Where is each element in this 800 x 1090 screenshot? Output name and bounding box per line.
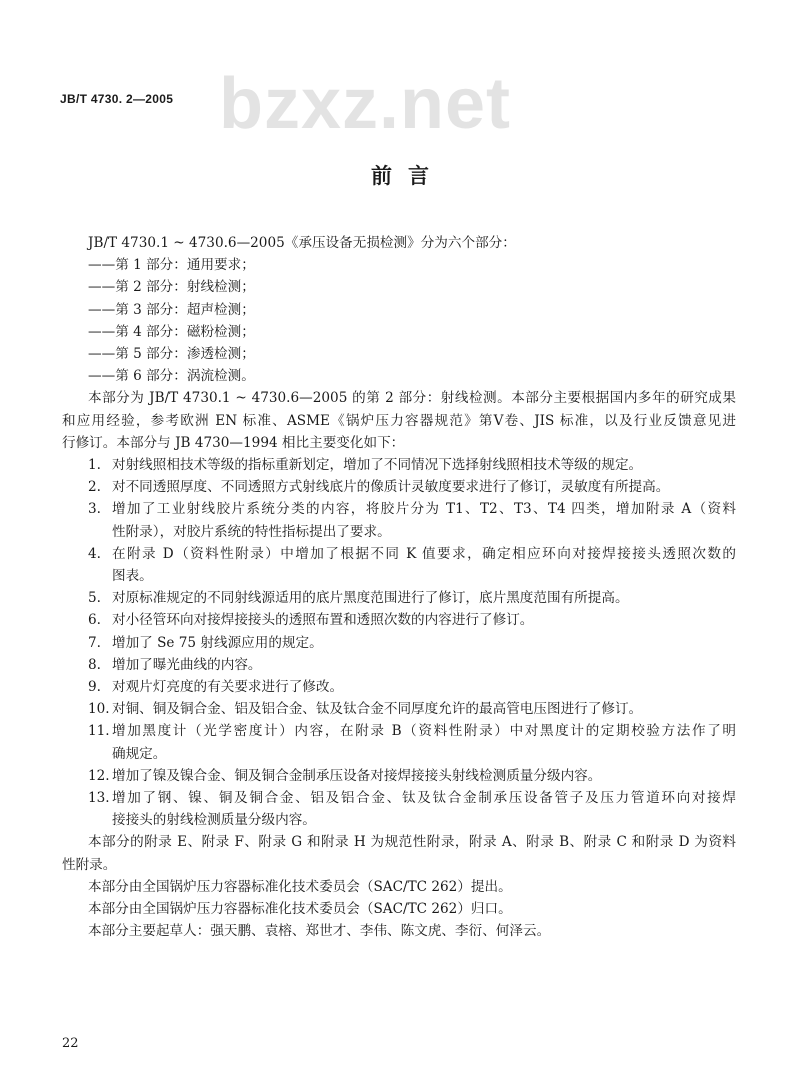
change-item-continuation — [62, 565, 736, 587]
part-item: ——第 1 部分：通用要求； — [88, 257, 255, 274]
change-item — [62, 765, 736, 787]
summary-paragraph — [62, 387, 736, 454]
change-item-number: 5. — [88, 590, 101, 607]
change-item — [62, 787, 736, 809]
page-title: 前言 — [371, 164, 445, 188]
part-item: ——第 3 部分：超声检测； — [88, 301, 255, 318]
change-item-text: 增加了钢、镍、铜及铜合金、铝及铝合金、钛及钛合金制承压设备管子及压力管道环向对接焊 — [112, 790, 736, 807]
change-item-number: 13. — [88, 790, 110, 807]
change-item-continuation — [62, 743, 736, 765]
change-item-text: 在附录 D（资料性附录）中增加了根据不同 K 值要求，确定相应环向对接焊接接头透照次数的 — [112, 545, 736, 562]
change-item-text: 确规定。 — [112, 745, 167, 762]
change-item — [62, 654, 736, 676]
parts-list — [62, 254, 736, 387]
change-item-number: 11. — [88, 723, 110, 740]
change-item — [62, 543, 736, 565]
paragraph-line: 性附录。 — [62, 856, 117, 873]
change-item-text: 对铜、铜及铜合金、铝及铝合金、钛及钛合金不同厚度允许的最高管电压图进行了修订。 — [112, 701, 643, 718]
paragraph-line: 行修订。本部分与 JB 4730—1994 相比主要变化如下： — [62, 434, 405, 451]
change-item — [62, 698, 736, 720]
change-item — [62, 632, 736, 654]
change-item — [62, 609, 736, 631]
part-item: ——第 2 部分：射线检测； — [88, 279, 255, 296]
change-item-text: 对观片灯亮度的有关要求进行了修改。 — [112, 679, 344, 696]
change-item-number: 4. — [88, 545, 101, 562]
paragraph-line: 本部分的附录 E、附录 F、附录 G 和附录 H 为规范性附录，附录 A、附录 B、附录 C 和附录 D 为资料 — [88, 834, 736, 851]
change-item-continuation — [62, 809, 736, 831]
watermark: bzxz.net — [218, 64, 512, 144]
change-item-text: 增加了曝光曲线的内容。 — [112, 656, 262, 673]
change-item — [62, 720, 736, 742]
change-item-number: 2. — [88, 479, 101, 496]
part-item: ——第 4 部分：磁粉检测； — [88, 323, 255, 340]
change-item-text: 对小径管环向对接焊接接头的透照布置和透照次数的内容进行了修订。 — [112, 612, 534, 629]
change-item — [62, 676, 736, 698]
change-item-text: 增加了 Se 75 射线源应用的规定。 — [112, 634, 323, 651]
paragraph-line: 本部分为 JB/T 4730.1 ~ 4730.6—2005 的第 2 部分：射线检测。本部分主要根据国内多年的研究成果 — [88, 390, 736, 407]
change-item-number: 1. — [88, 457, 101, 474]
change-item-number: 7. — [88, 634, 101, 651]
change-item-text: 性附录），对胶片系统的特性指标提出了要求。 — [112, 523, 391, 540]
change-item-continuation — [62, 521, 736, 543]
change-item-text: 增加了工业射线胶片系统分类的内容，将胶片分为 T1、T2、T3、T4 四类，增加附录 A（资料 — [112, 501, 736, 518]
change-item-text: 对原标准规定的不同射线源适用的底片黑度范围进行了修订，底片黑度范围有所提高。 — [112, 590, 629, 607]
document-code-header: JB/T 4730. 2—2005 — [60, 92, 174, 106]
change-item-number: 9. — [88, 679, 101, 696]
change-item-number: 10. — [88, 701, 110, 718]
change-item — [62, 498, 736, 520]
paragraph-line: 和应用经验，参考欧洲 EN 标准、ASME《锅炉压力容器规范》第Ⅴ卷、JIS 标准，以及行业反馈意见进 — [62, 412, 736, 429]
page-number: 22 — [62, 1036, 79, 1051]
change-item — [62, 476, 736, 498]
drafters-paragraph: 本部分主要起草人：强天鹏、袁榕、郑世才、李伟、陈文虎、李衍、何泽云。 — [88, 923, 551, 940]
change-item-text: 增加了镍及镍合金、铜及铜合金制承压设备对接焊接接头射线检测质量分级内容。 — [112, 767, 602, 784]
change-item-number: 3. — [88, 501, 101, 518]
centralized-by-paragraph: 本部分由全国锅炉压力容器标准化技术委员会（SAC/TC 262）归口。 — [88, 901, 512, 918]
changes-list — [62, 454, 736, 831]
change-item — [62, 587, 736, 609]
change-item-number: 6. — [88, 612, 101, 629]
change-item-number: 8. — [88, 656, 101, 673]
change-item-text: 接接头的射线检测质量分级内容。 — [112, 812, 316, 829]
change-item-text: 增加黑度计（光学密度计）内容，在附录 B（资料性附录）中对黑度计的定期校验方法作了明 — [112, 723, 736, 740]
foreword-body — [62, 232, 736, 943]
change-item-number: 12. — [88, 767, 110, 784]
change-item-text: 对射线照相技术等级的指标重新划定，增加了不同情况下选择射线照相技术等级的规定。 — [112, 457, 643, 474]
change-item-text: 图表。 — [112, 568, 153, 585]
annex-paragraph — [62, 831, 736, 875]
proposed-by-paragraph: 本部分由全国锅炉压力容器标准化技术委员会（SAC/TC 262）提出。 — [88, 878, 512, 895]
change-item-text: 对不同透照厚度、不同透照方式射线底片的像质计灵敏度要求进行了修订，灵敏度有所提高。 — [112, 479, 670, 496]
change-item — [62, 454, 736, 476]
part-item: ——第 5 部分：渗透检测； — [88, 346, 255, 363]
intro-paragraph: JB/T 4730.1 ~ 4730.6—2005《承压设备无损检测》分为六个部分： — [88, 235, 516, 251]
part-item: ——第 6 部分：涡流检测。 — [88, 368, 255, 385]
